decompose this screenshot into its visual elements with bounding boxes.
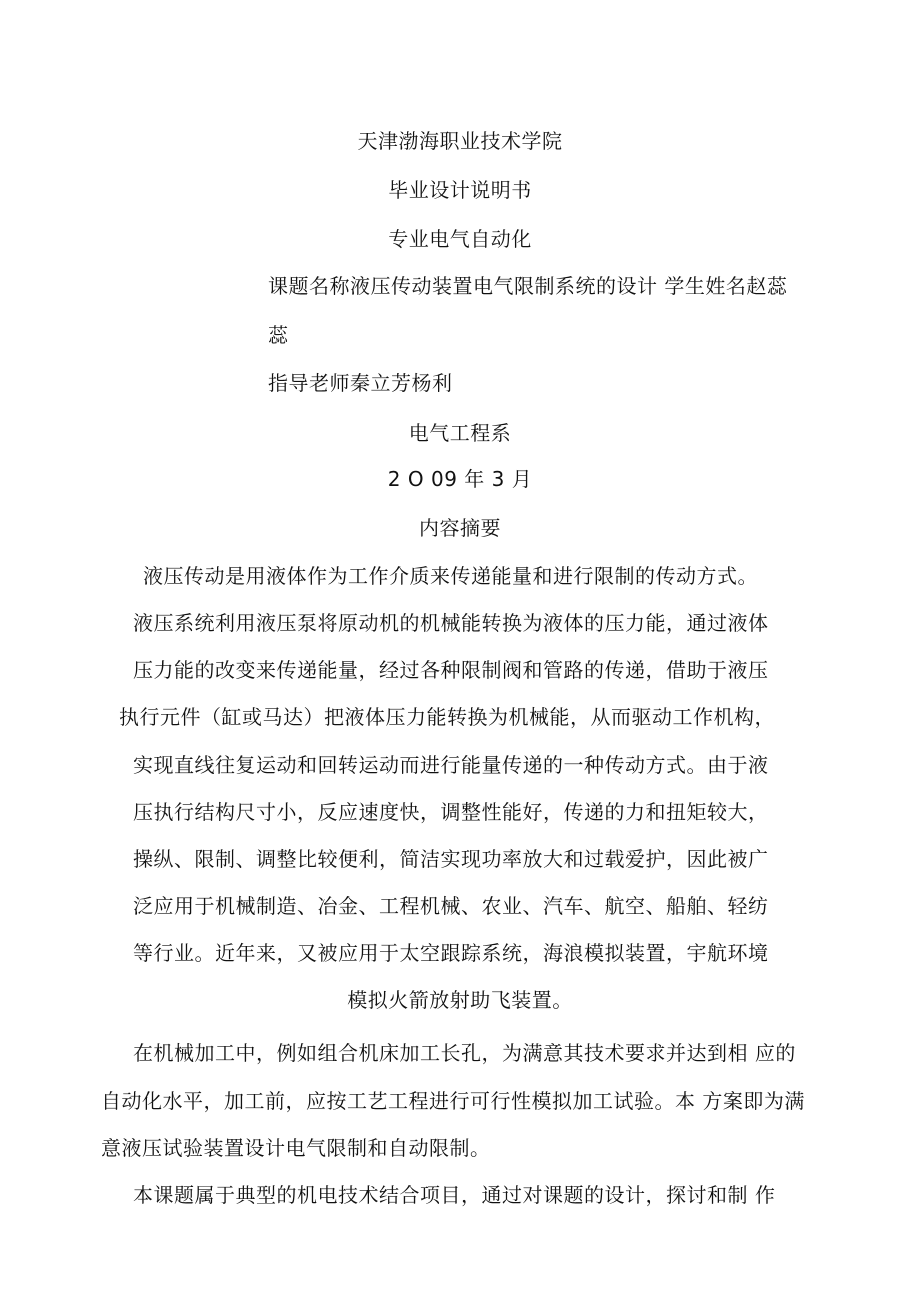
paragraph-line: 在机械加工中，例如组合机床加工长孔，为满意其技术要求并达到相 应的	[133, 1041, 796, 1065]
paragraph-line: 等行业。近年来，又被应用于太空跟踪系统，海浪模拟装置，宇航环境	[133, 941, 769, 965]
paragraph-line: 本课题属于典型的机电技术结合项目，通过对课题的设计，探讨和制 作	[133, 1183, 776, 1207]
date: 2 O 09 年 3 月	[387, 467, 533, 491]
paragraph-line: 压力能的改变来传递能量，经过各种限制阀和管路的传递，借助于液压	[133, 658, 769, 682]
paragraph-line: 意液压试验装置设计电气限制和自动限制。	[101, 1136, 491, 1160]
document-type: 毕业设计说明书	[388, 178, 532, 202]
paragraph-line: 执行元件（缸或马达）把液体压力能转换为机械能，从而驱动工作机构，	[119, 705, 775, 729]
paragraph-line: 液压系统利用液压泵将原动机的机械能转换为液体的压力能，通过液体	[133, 611, 769, 635]
paragraph-line: 自动化水平，加工前，应按工艺工程进行可行性模拟加工试验。本 方案即为满	[101, 1089, 805, 1113]
abstract-heading: 内容摘要	[419, 516, 501, 540]
paragraph-line: 压执行结构尺寸小，反应速度快，调整性能好，传递的力和扭矩较大，	[133, 800, 769, 824]
paragraph-line: 操纵、限制、调整比较便利，简洁实现功率放大和过载爱护，因此被广	[133, 847, 769, 871]
paragraph-line: 液压传动是用液体作为工作介质来传递能量和进行限制的传动方式。	[143, 564, 758, 588]
school-name: 天津渤海职业技术学院	[357, 129, 563, 153]
topic-line-1: 课题名称液压传动装置电气限制系统的设计 学生姓名赵蕊	[268, 274, 788, 298]
paragraph-line: 泛应用于机械制造、冶金、工程机械、农业、汽车、航空、船舶、轻纺	[133, 894, 769, 918]
advisor: 指导老师秦立芳杨利	[268, 371, 453, 395]
topic-line-2: 蕊	[268, 323, 289, 347]
paragraph-line: 模拟火箭放射助飞装置。	[347, 988, 573, 1012]
department: 电气工程系	[408, 421, 512, 445]
major: 专业电气自动化	[388, 227, 532, 251]
paragraph-line: 实现直线往复运动和回转运动而进行能量传递的一种传动方式。由于液	[133, 753, 769, 777]
